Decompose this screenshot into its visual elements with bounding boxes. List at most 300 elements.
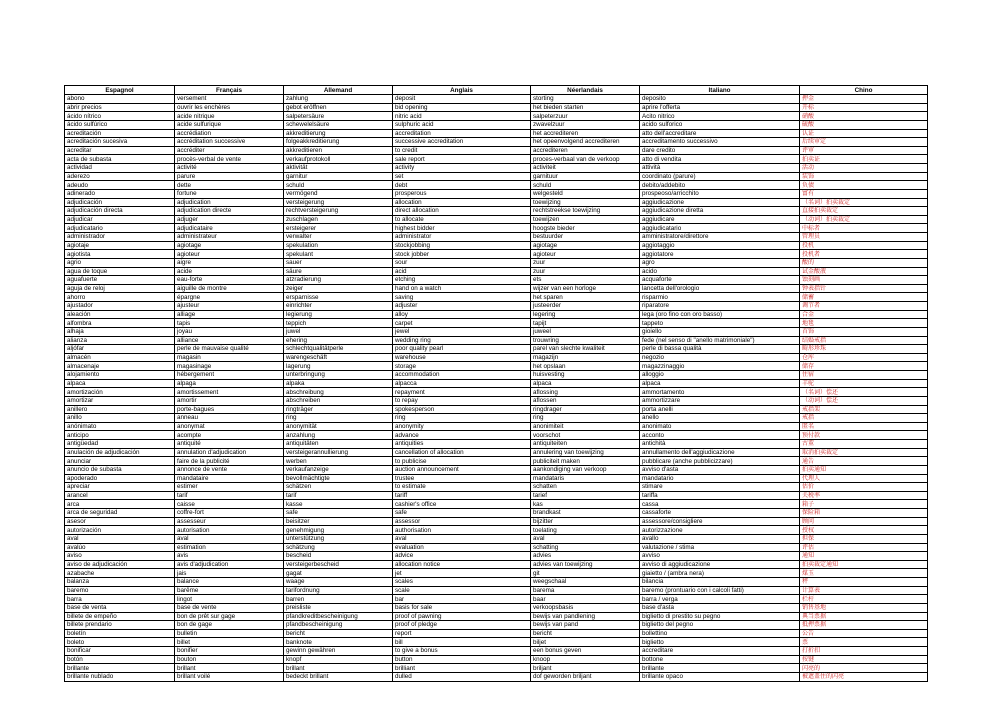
table-row [65,672,928,681]
table-row [65,345,928,354]
table-cell: brilliant [393,664,531,673]
table-cell: accrédiation [175,129,284,138]
table-cell: accreditation [393,129,531,138]
table-cell: git [531,569,640,578]
table-row [65,198,928,207]
table-cell: legierung [284,310,393,319]
table-cell: lega (oro fino con oro basso) [640,310,800,319]
table-cell: safe [393,509,531,518]
table-cell: acta de subasta [65,155,175,164]
table-cell: bilancia [640,578,800,587]
table-cell: avalúo [65,543,175,552]
table-cell: adjudication [175,198,284,207]
table-cell: 秤 [800,578,928,587]
table-cell: het bieden starten [531,103,640,112]
table-cell: negozio [640,353,800,362]
table-row [65,396,928,405]
table-cell: 中标者 [800,224,928,233]
table-cell: toewijzing [531,198,640,207]
table-cell: stock jobber [393,250,531,259]
table-cell: adjudicar [65,215,175,224]
table-body [65,95,928,682]
column-header: Chino [800,86,928,95]
table-cell: cashier's office [393,500,531,509]
table-cell: estimation [175,543,284,552]
table-cell: activité [175,164,284,173]
table-cell: abschreibung [284,388,393,397]
table-cell: acide [175,267,284,276]
table-cell: safe [284,509,393,518]
table-cell: 地毯 [800,319,928,328]
table-cell: bollettino [640,629,800,638]
table-cell: warehouse [393,353,531,362]
table-row [65,578,928,587]
table-cell: garnitur [284,172,393,181]
table-row [65,267,928,276]
table-cell: verkoopsbasis [531,603,640,612]
table-cell: aviso de adjudicación [65,560,175,569]
table-row [65,215,928,224]
table-cell: 评审 [800,146,928,155]
table-cell: atzradierung [284,276,393,285]
table-row [65,664,928,673]
table-cell: 关税率 [800,491,928,500]
table-cell: cancellation of allocation [393,448,531,457]
table-cell: aggiotaggio [640,241,800,250]
table-cell: to publicise [393,457,531,466]
table-cell: ácido sulfúrico [65,120,175,129]
table-cell: biljet [531,638,640,647]
table-cell: prospeoso/arricchito [640,189,800,198]
table-cell: adjudicación directa [65,207,175,216]
table-cell: apreciar [65,483,175,492]
table-cell: gioiello [640,327,800,336]
table-row [65,569,928,578]
table-row [65,474,928,483]
table-cell: acconto [640,431,800,440]
table-cell: 投机者 [800,250,928,259]
table-row [65,310,928,319]
table-cell: alfombra [65,319,175,328]
table-cell: amortir [175,396,284,405]
table-cell: schuld [284,181,393,190]
table-cell: 管理员 [800,233,928,242]
table-cell: 预付款 [800,431,928,440]
table-row [65,534,928,543]
table-cell: accréditer [175,146,284,155]
table-row [65,612,928,621]
table-cell: abschreiben [284,396,393,405]
table-row [65,371,928,380]
table-cell: anonimiteit [531,422,640,431]
column-header: Français [175,86,284,95]
table-cell: anunciar [65,457,175,466]
table-row [65,595,928,604]
table-cell: adjudication directe [175,207,284,216]
table-cell: advies [531,552,640,561]
table-cell: bericht [531,629,640,638]
table-cell: 销售基地 [800,603,928,612]
table-row [65,431,928,440]
table-cell: balanza [65,578,175,587]
table-cell: versteigerbescheid [284,560,393,569]
table-cell: to allocate [393,215,531,224]
table-cell: arca de seguridad [65,509,175,518]
table-cell: 首饰 [800,327,928,336]
table-cell: annonce de vente [175,465,284,474]
table-cell: allocation [393,198,531,207]
table-cell: perle di bassa qualità [640,345,800,354]
table-cell: épargne [175,293,284,302]
table-cell: warengeschäft [284,353,393,362]
table-cell: adjudicación [65,198,175,207]
table-cell: akkreditierung [284,129,393,138]
table-cell: lagerung [284,362,393,371]
table-cell: to credit [393,146,531,155]
table-cell: carpet [393,319,531,328]
table-cell: magasin [175,353,284,362]
table-cell: annulation d'adjudication [175,448,284,457]
table-cell: administrator [393,233,531,242]
table-cell: scale [393,586,531,595]
table-cell: asesor [65,517,175,526]
table-cell: base de venta [65,603,175,612]
multilingual-glossary-table [64,85,928,682]
table-cell: （动词）偿还 [800,396,928,405]
table-cell: bonificar [65,647,175,656]
table-cell: allocation notice [393,560,531,569]
table-cell: bericht [284,629,393,638]
table-cell: bon de gage [175,621,284,630]
table-cell: gagat [284,569,393,578]
table-cell: barême [175,586,284,595]
table-cell: aankondiging van verkoop [531,465,640,474]
table-cell: huisvesting [531,371,640,380]
table-cell: 住宿 [800,371,928,380]
table-row [65,284,928,293]
table-row [65,172,928,181]
table-cell: ahorro [65,293,175,302]
table-cell: almacén [65,353,175,362]
table-cell: activiteit [531,164,640,173]
table-cell: storting [531,95,640,104]
table-cell: alliance [175,336,284,345]
table-row [65,483,928,492]
table-cell: anonimato [640,422,800,431]
table-cell: deposit [393,95,531,104]
table-cell: porta anelli [640,405,800,414]
table-cell: 蚀刻画 [800,276,928,285]
table-cell: 计算表 [800,586,928,595]
table-cell: debt [393,181,531,190]
table-cell: 栏杆 [800,595,928,604]
table-cell: repayment [393,388,531,397]
table-cell: schewelelsäure [284,120,393,129]
table-cell: werben [284,457,393,466]
table-cell: pfandkreditbescheinigung [284,612,393,621]
table-cell: proof of pawning [393,612,531,621]
table-cell: aprire l'offerta [640,103,800,112]
table-cell: 保险箱 [800,509,928,518]
table-cell: zeiger [284,284,393,293]
table-cell: 闪亮的 [800,664,928,673]
table-row [65,293,928,302]
table-cell: magasinage [175,362,284,371]
table-cell: alpacca [393,379,531,388]
table-cell: alpaka [284,379,393,388]
table-cell: 押金 [800,95,928,104]
table-cell: boleto [65,638,175,647]
table-row [65,302,928,311]
table-cell: aguja de reloj [65,284,175,293]
table-cell: bottone [640,655,800,664]
table-cell: agiotage [175,241,284,250]
table-cell: aflossen [531,396,640,405]
table-cell: perle de mauvaise qualité [175,345,284,354]
table-cell: antiquities [393,440,531,449]
table-cell: beisitzer [284,517,393,526]
table-cell: zwavelzuur [531,120,640,129]
table-cell: avallo [640,534,800,543]
table-cell: ersteigerer [284,224,393,233]
table-cell: verkaufprotokoll [284,155,393,164]
table-cell: amortización [65,388,175,397]
table-cell: 开标 [800,103,928,112]
table-cell: bestuurder [531,233,640,242]
table-cell: acreditar [65,146,175,155]
table-cell: ring [393,414,531,423]
table-cell: baremo (prontuario con i calcoli fatti) [640,586,800,595]
table-cell: dette [175,181,284,190]
table-cell: ring [284,414,393,423]
table-cell: 投机 [800,241,928,250]
table-cell: eau-forte [175,276,284,285]
table-cell: brandkast [531,509,640,518]
table-cell: 钟表指针 [800,284,928,293]
table-cell: welgesteld [531,189,640,198]
table-row [65,405,928,414]
table-cell: 结婚戒指 [800,336,928,345]
table-cell: schatting [531,543,640,552]
table-cell: 古董 [800,440,928,449]
table-cell: autorización [65,526,175,535]
table-cell: 代理人 [800,474,928,483]
table-cell: tarifordnung [284,586,393,595]
table-row [65,207,928,216]
table-row [65,120,928,129]
table-cell: 戒指 [800,414,928,423]
table-row [65,276,928,285]
table-cell: mandataire [175,474,284,483]
table-cell: antiquiteiten [531,440,640,449]
table-cell: hand on a watch [393,284,531,293]
table-cell: storage [393,362,531,371]
table-cell: ammortamento [640,388,800,397]
table-cell: billete prendario [65,621,175,630]
column-header: Néerlandais [531,86,640,95]
table-cell: trouwring [531,336,640,345]
table-cell: unterbringung [284,371,393,380]
table-cell: juweel [531,327,640,336]
table-cell: adjudicatario [65,224,175,233]
table-cell: salpetersäure [284,112,393,121]
table-cell: stockjobbing [393,241,531,250]
table-cell: tappeto [640,319,800,328]
table-cell: giaietto / (ambra nera) [640,569,800,578]
table-cell: 拍卖通知 [800,465,928,474]
table-cell: debito/addebito [640,181,800,190]
table-cell: arancel [65,491,175,500]
table-cell: anonymität [284,422,393,431]
table-cell: adjuger [175,215,284,224]
table-cell: botón [65,655,175,664]
table-cell: accreditamento successivo [640,138,800,147]
table-row [65,189,928,198]
table-cell: accreditare [640,647,800,656]
table-cell: biglietto del pegno [640,621,800,630]
table-cell: adinerado [65,189,175,198]
table-row [65,603,928,612]
table-row [65,517,928,526]
table-cell: mandatario [640,474,800,483]
table-cell: mandataris [531,474,640,483]
table-cell: gewinn gewähren [284,647,393,656]
table-cell: aggiudicatario [640,224,800,233]
table-cell: coffre-fort [175,509,284,518]
table-cell: tariff [393,491,531,500]
table-cell: acquaforte [640,276,800,285]
table-cell: 装饰 [800,172,928,181]
table-cell: wedding ring [393,336,531,345]
table-cell: apoderado [65,474,175,483]
table-cell: alojamiento [65,371,175,380]
table-cell: tapis [175,319,284,328]
table-cell: lingot [175,595,284,604]
table-cell: zuur [531,267,640,276]
table-cell: amministratore/direttore [640,233,800,242]
table-row [65,155,928,164]
table-cell: alpaca [640,379,800,388]
table-cell: administrateur [175,233,284,242]
table-cell: saving [393,293,531,302]
table-cell: aguafuerte [65,276,175,285]
table-cell: alloy [393,310,531,319]
table-cell: bewijs van pandlening [531,612,640,621]
table-cell: 顾问 [800,517,928,526]
table-cell: dulled [393,672,531,681]
table-cell: billete de empeño [65,612,175,621]
table-cell: brillant [284,664,393,673]
table-cell: hoogste bieder [531,224,640,233]
table-cell: 负债 [800,181,928,190]
table-cell: acompte [175,431,284,440]
table-cell: 拍卖证 [800,155,928,164]
table-cell: risparmio [640,293,800,302]
table-cell: deposito [640,95,800,104]
table-cell: atto dell'accreditare [640,129,800,138]
table-cell: 活动 [800,164,928,173]
table-cell: 匿名 [800,422,928,431]
table-cell: assessor [393,517,531,526]
table-cell: aleación [65,310,175,319]
table-cell: jet [393,569,531,578]
table-cell: 富有 [800,189,928,198]
table-cell: kasse [284,500,393,509]
table-cell: zuschlagen [284,215,393,224]
table-cell: accommodation [393,371,531,380]
table-cell: publiciteit maken [531,457,640,466]
table-cell: magazzinaggio [640,362,800,371]
table-cell: 打折扣 [800,647,928,656]
table-cell: spekulation [284,241,393,250]
table-cell: sauer [284,258,393,267]
table-cell: administrador [65,233,175,242]
table-cell: verwalter [284,233,393,242]
table-row [65,500,928,509]
table-cell: alpaca [531,379,640,388]
table-cell: zahlung [284,95,393,104]
table-row [65,448,928,457]
table-cell: aderezo [65,172,175,181]
table-cell: banknote [284,638,393,647]
table-cell: alliage [175,310,284,319]
table-cell: 调节者 [800,302,928,311]
table-cell: avviso [640,552,800,561]
table-cell: 公告 [800,629,928,638]
table-cell: unterstützung [284,534,393,543]
table-cell: 仓库 [800,353,928,362]
table-cell: anonymat [175,422,284,431]
table-cell: knoop [531,655,640,664]
table-cell: 被遮盖住的闪亮 [800,672,928,681]
table-cell: salpeterzuur [531,112,640,121]
table-cell: alpaga [175,379,284,388]
table-cell: bid opening [393,103,531,112]
table-cell: cassaforte [640,509,800,518]
table-cell: dare credito [640,146,800,155]
table-cell: brillante opaco [640,672,800,681]
table-cell: （名词）偿还 [800,388,928,397]
table-cell: 箱子 [800,500,928,509]
table-cell: aggiudicazione [640,198,800,207]
table-row [65,655,928,664]
table-cell: justeerder [531,302,640,311]
table-cell: 评估 [800,543,928,552]
table-row [65,103,928,112]
table-cell: juwel [284,327,393,336]
table-cell: auction announcement [393,465,531,474]
table-row [65,362,928,371]
table-cell: schätzung [284,543,393,552]
table-cell: fede (nel senso di "anello matrimoniale") [640,336,800,345]
table-cell: acreditación [65,129,175,138]
table-row [65,138,928,147]
table-cell: antichità [640,440,800,449]
table-cell: bonifier [175,647,284,656]
table-row [65,112,928,121]
table-cell: anónimato [65,422,175,431]
table-cell: aggiudicare [640,215,800,224]
table-cell: säure [284,267,393,276]
table-cell: acide nitrique [175,112,284,121]
table-cell: agiotage [531,241,640,250]
table-row [65,465,928,474]
table-cell: successive accreditation [393,138,531,147]
column-header: Anglais [393,86,531,95]
table-cell: bijzitter [531,517,640,526]
table-cell: tariffa [640,491,800,500]
table-cell: arca [65,500,175,509]
